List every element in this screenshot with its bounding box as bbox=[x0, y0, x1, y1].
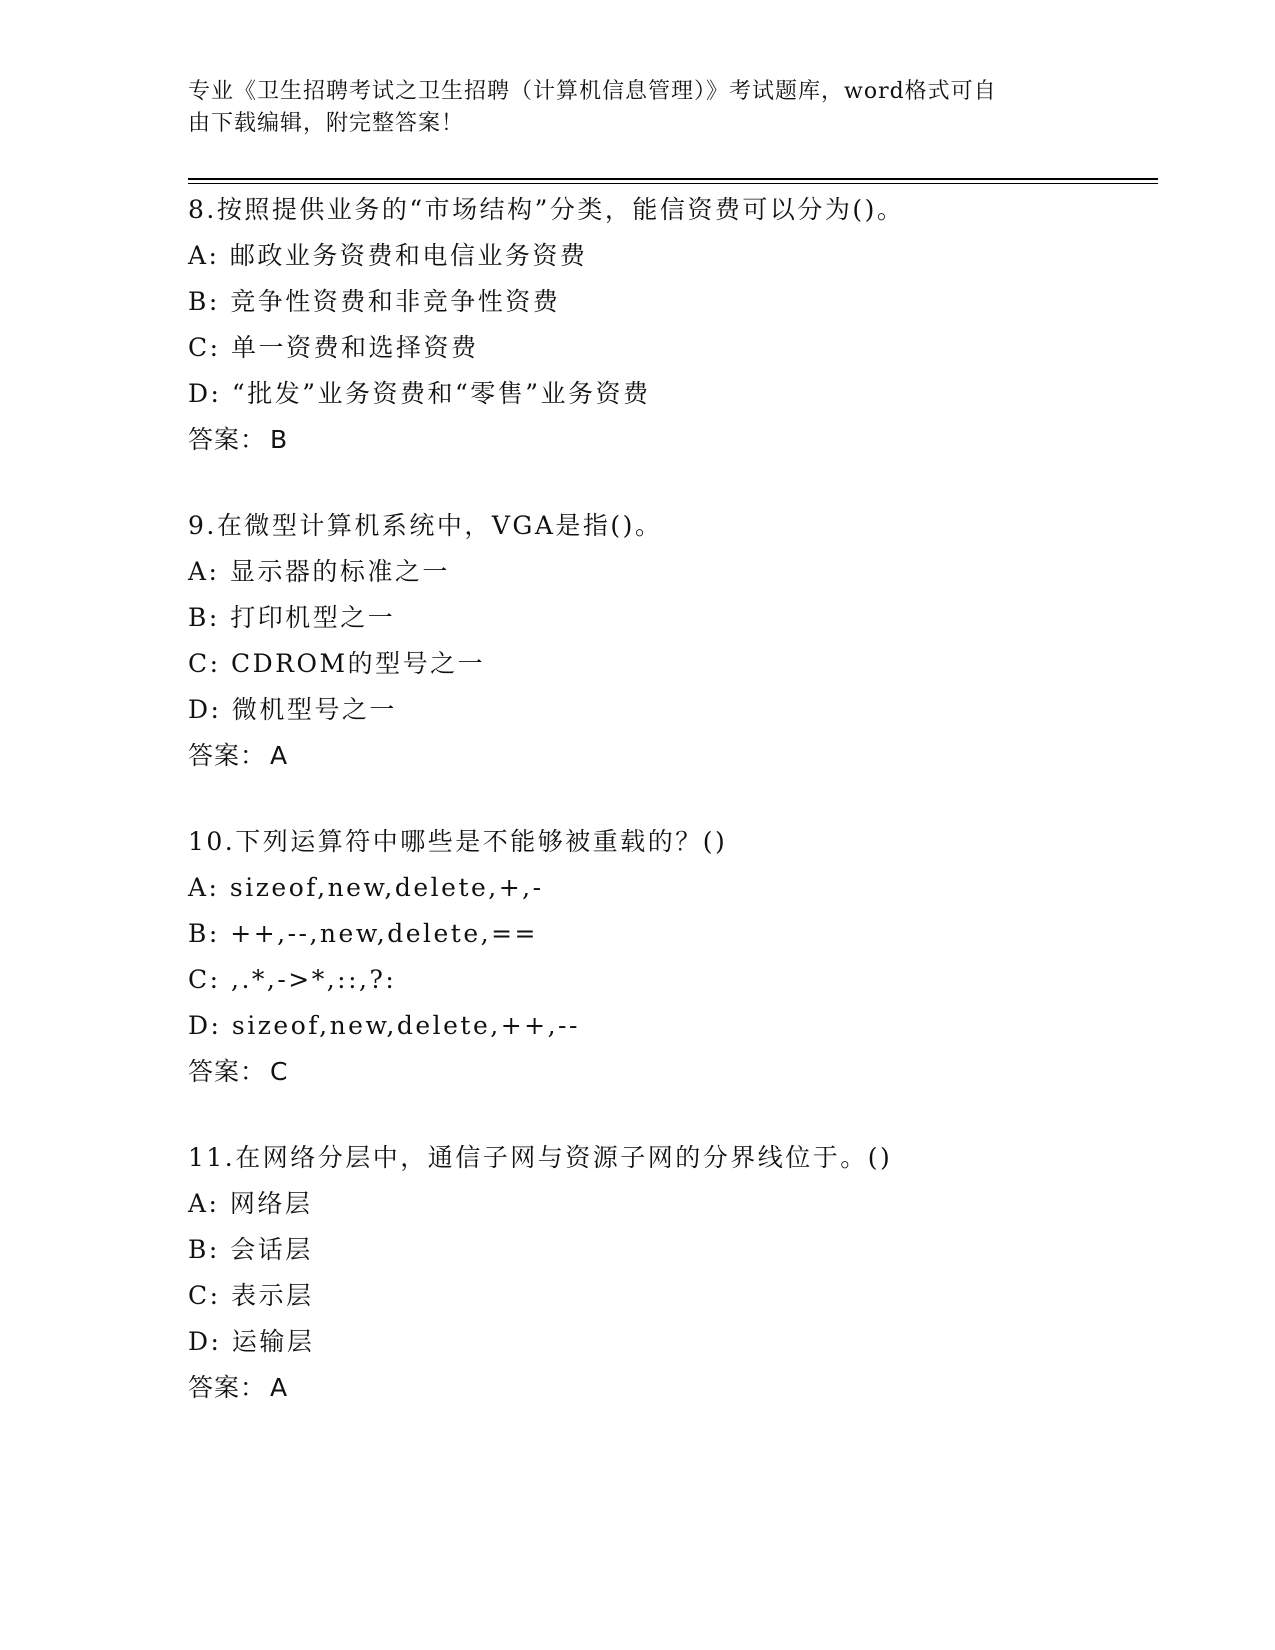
header-divider-thick bbox=[188, 178, 1158, 180]
option-a: A: 显示器的标准之一 bbox=[188, 557, 450, 586]
option-a: A: sizeof,new,delete,+,- bbox=[188, 873, 544, 902]
header-line-2: 由下载编辑，附完整答案！ bbox=[188, 111, 465, 136]
document-header bbox=[188, 76, 1068, 140]
answer-value: A bbox=[270, 1373, 289, 1402]
answer-value: A bbox=[270, 741, 289, 770]
answer-value: C bbox=[270, 1057, 289, 1086]
answer-value: B bbox=[270, 425, 289, 454]
option-c: C: 表示层 bbox=[188, 1281, 314, 1310]
question-8 bbox=[188, 187, 1148, 463]
option-b: B: 打印机型之一 bbox=[188, 603, 396, 632]
question-stem: 9.在微型计算机系统中，VGA是指()。 bbox=[188, 511, 663, 540]
option-c: C: CDROM的型号之一 bbox=[188, 649, 486, 678]
option-b: B: 竞争性资费和非竞争性资费 bbox=[188, 287, 561, 316]
option-b: B: 会话层 bbox=[188, 1235, 313, 1264]
header-divider-thin bbox=[188, 183, 1158, 184]
question-11 bbox=[188, 1135, 1148, 1411]
option-c: C: 单一资费和选择资费 bbox=[188, 333, 479, 362]
header-line-1: 专业《卫生招聘考试之卫生招聘（计算机信息管理）》考试题库，word格式可自 bbox=[188, 79, 997, 104]
answer-line bbox=[188, 733, 1148, 779]
question-9 bbox=[188, 503, 1148, 779]
answer-line bbox=[188, 1049, 1148, 1095]
answer-label: 答案： bbox=[188, 425, 267, 454]
question-stem: 10.下列运算符中哪些是不能够被重载的？() bbox=[188, 827, 728, 856]
option-d: D: sizeof,new,delete,++,-- bbox=[188, 1011, 580, 1040]
question-stem: 8.按照提供业务的“市场结构”分类，能信资费可以分为()。 bbox=[188, 195, 905, 224]
option-d: D: “批发”业务资费和“零售”业务资费 bbox=[188, 379, 651, 408]
answer-label: 答案： bbox=[188, 741, 267, 770]
option-c: C: ,.*,->*,::,?: bbox=[188, 965, 397, 994]
answer-label: 答案： bbox=[188, 1057, 267, 1086]
question-10 bbox=[188, 819, 1148, 1095]
option-b: B: ++,--,new,delete,== bbox=[188, 919, 538, 948]
answer-line bbox=[188, 417, 1148, 463]
option-d: D: 运输层 bbox=[188, 1327, 315, 1356]
answer-label: 答案： bbox=[188, 1373, 267, 1402]
option-a: A: 网络层 bbox=[188, 1189, 313, 1218]
option-d: D: 微机型号之一 bbox=[188, 695, 397, 724]
option-a: A: 邮政业务资费和电信业务资费 bbox=[188, 241, 588, 270]
question-stem: 11.在网络分层中，通信子网与资源子网的分界线位于。() bbox=[188, 1143, 893, 1172]
answer-line bbox=[188, 1365, 1148, 1411]
